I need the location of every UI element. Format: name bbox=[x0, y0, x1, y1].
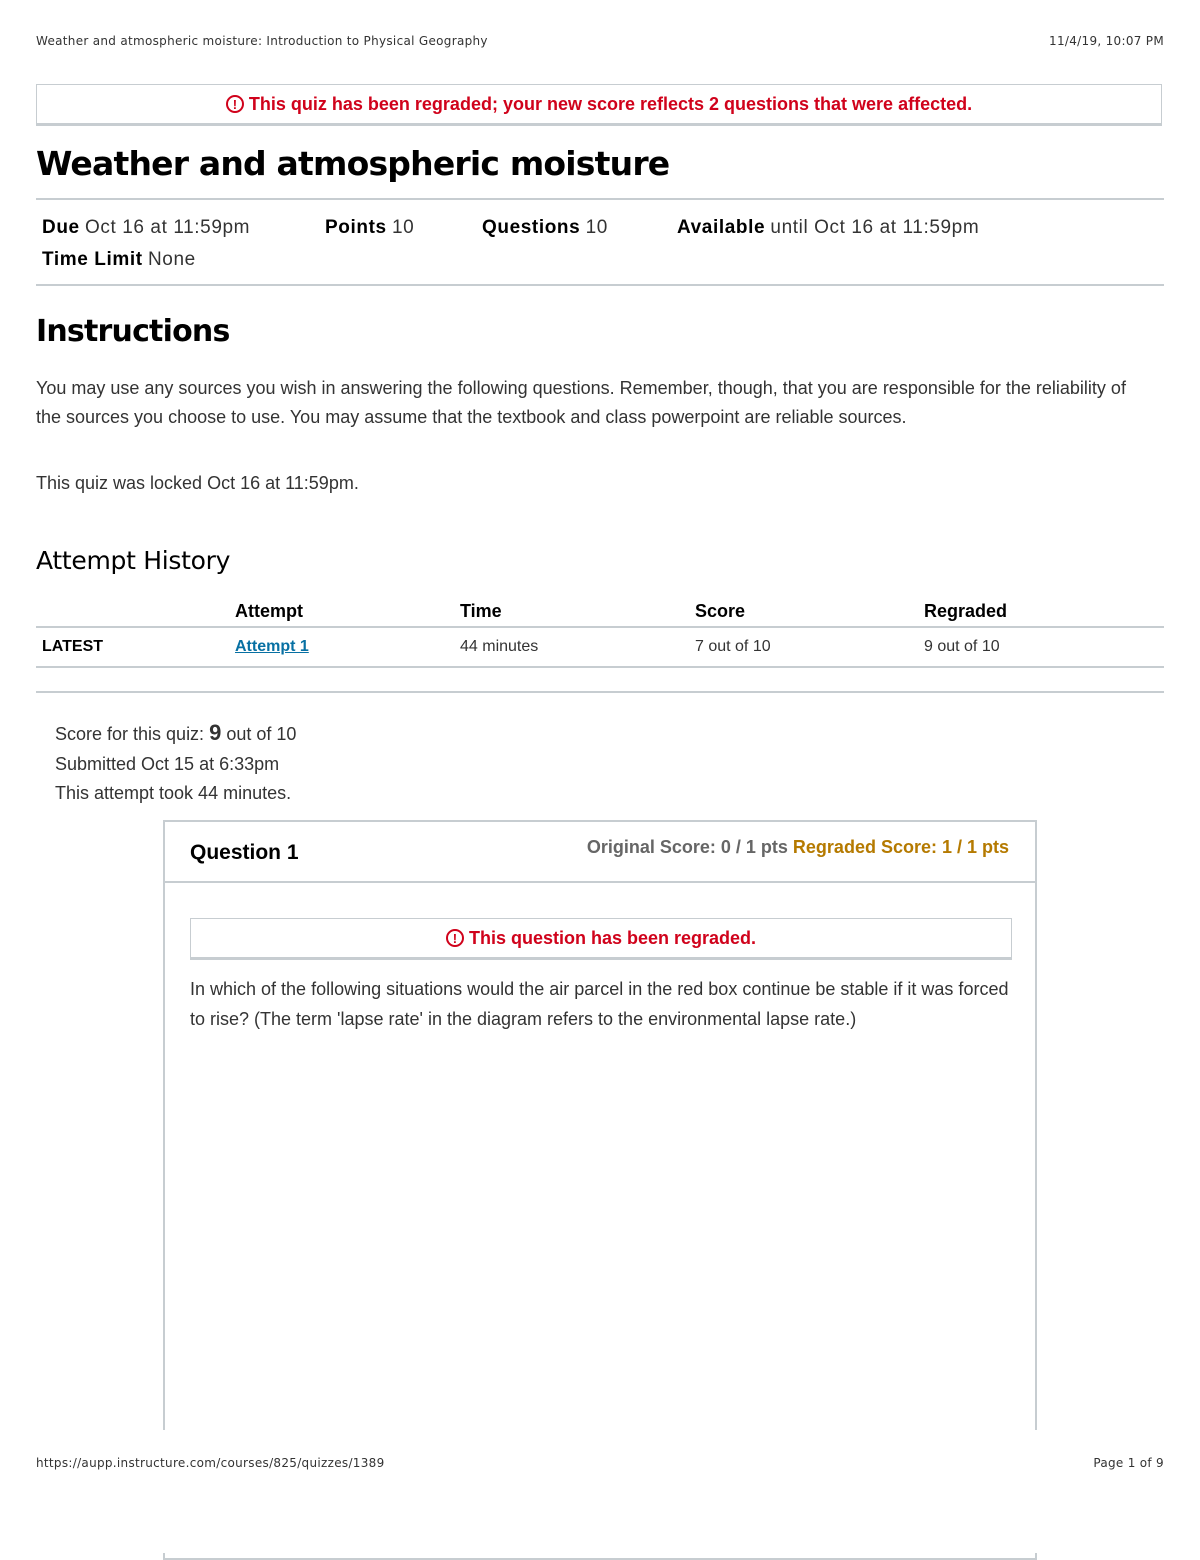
column-header-time: Time bbox=[460, 596, 695, 627]
points-label: Points bbox=[325, 217, 387, 238]
print-header-datetime: 11/4/19, 10:07 PM bbox=[1049, 34, 1164, 48]
questions-label: Questions bbox=[482, 217, 581, 238]
attempt-history-table bbox=[36, 596, 1164, 668]
quiz-details bbox=[42, 212, 1162, 276]
available-value: until Oct 16 at 11:59pm bbox=[770, 217, 980, 238]
table-header-row bbox=[36, 596, 1164, 627]
column-header-attempt: Attempt bbox=[235, 596, 460, 627]
warning-circle-icon: ! bbox=[446, 929, 464, 947]
column-header-regraded: Regraded bbox=[924, 596, 1164, 627]
print-header-title: Weather and atmospheric moisture: Introduction to Physical Geography bbox=[36, 34, 488, 48]
question-regraded-alert bbox=[190, 918, 1012, 960]
available-detail bbox=[677, 212, 979, 244]
time-limit-value: None bbox=[147, 249, 196, 270]
question-alert-text: This question has been regraded. bbox=[468, 927, 757, 948]
latest-label: LATEST bbox=[36, 627, 235, 667]
regrade-alert-text: This quiz has been regraded; your new score reflects 2 questions that were affected. bbox=[248, 93, 973, 114]
print-footer-page: Page 1 of 9 bbox=[1093, 1456, 1164, 1470]
attempt-cell bbox=[235, 627, 460, 667]
due-detail bbox=[42, 212, 250, 244]
quiz-title: Weather and atmospheric moisture bbox=[36, 144, 670, 183]
attempt-1-link[interactable]: Attempt 1 bbox=[235, 638, 309, 655]
score-summary bbox=[55, 718, 296, 809]
quiz-locked-text: This quiz was locked Oct 16 at 11:59pm. bbox=[36, 473, 359, 493]
questions-value: 10 bbox=[585, 217, 608, 238]
submitted-line: Submitted Oct 15 at 6:33pm bbox=[55, 753, 280, 774]
print-header bbox=[36, 34, 1164, 52]
regraded-cell: 9 out of 10 bbox=[924, 627, 1164, 667]
title-divider bbox=[36, 198, 1164, 200]
table-row bbox=[36, 627, 1164, 667]
page-bottom-margin bbox=[0, 1430, 1200, 1553]
score-cell: 7 out of 10 bbox=[695, 627, 924, 667]
original-score: Original Score: 0 / 1 pts bbox=[586, 837, 788, 857]
points-detail bbox=[325, 212, 414, 244]
column-header-score: Score bbox=[695, 596, 924, 627]
time-limit-label: Time Limit bbox=[42, 249, 143, 270]
available-label: Available bbox=[677, 217, 766, 238]
regraded-score: Regraded Score: 1 / 1 pts bbox=[792, 837, 1009, 857]
history-divider bbox=[36, 691, 1164, 693]
instructions-text: You may use any sources you wish in answering the following questions. Remember, though, that you are responsible for the reliability of the sources you choose to use. You may assume that the textbook and class powerpoint are reliable sources. bbox=[36, 378, 1126, 427]
score-prefix: Score for this quiz: bbox=[55, 724, 205, 744]
due-label: Due bbox=[42, 217, 80, 238]
instructions-heading: Instructions bbox=[36, 314, 230, 349]
quiz-score-line bbox=[55, 718, 296, 750]
time-limit-detail bbox=[42, 244, 196, 276]
column-header bbox=[36, 596, 235, 627]
question-header bbox=[165, 822, 1035, 883]
regrade-alert-banner bbox=[36, 84, 1162, 126]
due-value: Oct 16 at 11:59pm bbox=[84, 217, 251, 238]
question-text: In which of the following situations would the air parcel in the red box continue be stable if it was forced to rise? (The term 'lapse rate' in the diagram refers to the environmental lapse rate.) bbox=[190, 979, 1009, 1029]
questions-detail bbox=[482, 212, 608, 244]
score-value: 9 bbox=[209, 720, 222, 745]
attempt-history-heading: Attempt History bbox=[36, 546, 231, 575]
question-scores bbox=[587, 837, 1009, 858]
duration-line: This attempt took 44 minutes. bbox=[55, 783, 292, 803]
print-footer-url: https://aupp.instructure.com/courses/825/quizzes/1389 bbox=[36, 1456, 385, 1470]
points-value: 10 bbox=[391, 217, 415, 238]
score-suffix: out of 10 bbox=[226, 724, 297, 744]
question-name: Question 1 bbox=[190, 841, 299, 864]
warning-circle-icon: ! bbox=[226, 95, 244, 113]
print-footer bbox=[36, 1456, 1164, 1474]
time-cell: 44 minutes bbox=[460, 627, 695, 667]
details-divider bbox=[36, 284, 1164, 286]
